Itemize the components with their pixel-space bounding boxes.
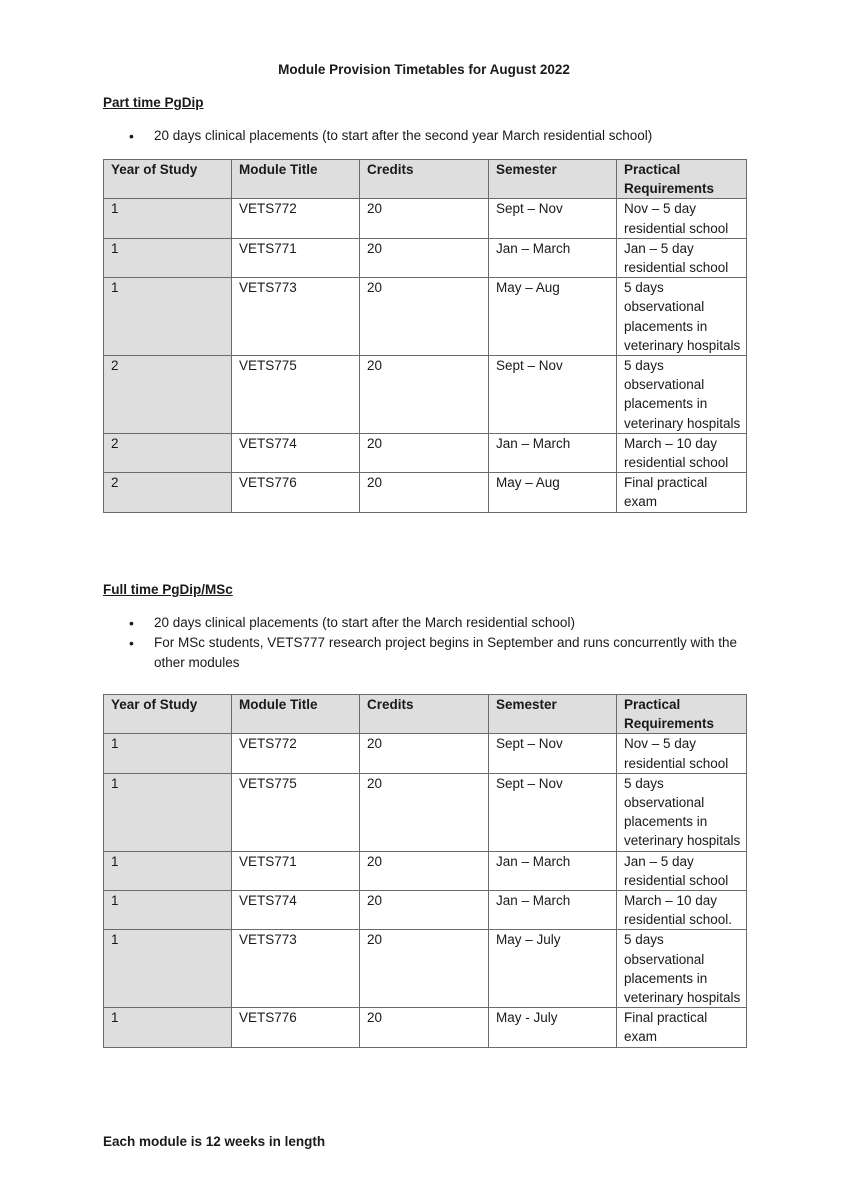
list-item: • 20 days clinical placements (to start after the second year March residential school) — [129, 128, 653, 144]
credits-cell: 20 — [360, 1008, 489, 1047]
bullet-icon: • — [129, 635, 134, 651]
module-cell: VETS771 — [232, 238, 360, 277]
column-header-practical: Practical Requirements — [617, 695, 747, 734]
column-header-module: Module Title — [232, 695, 360, 734]
credits-cell: 20 — [360, 199, 489, 238]
year-cell: 1 — [104, 1008, 232, 1047]
credits-cell: 20 — [360, 278, 489, 356]
full-time-timetable — [103, 694, 747, 1048]
year-cell: 1 — [104, 238, 232, 277]
list-item: • For MSc students, VETS777 research project begins in September and runs concurrently with the other modules — [129, 635, 738, 670]
part-time-heading: Part time PgDip — [103, 95, 204, 110]
table-row — [104, 930, 747, 1008]
table-row — [104, 1008, 747, 1047]
table-row — [104, 238, 747, 277]
practical-cell: Nov – 5 day residential school — [617, 199, 747, 238]
table-row — [104, 773, 747, 851]
credits-cell: 20 — [360, 734, 489, 773]
module-cell: VETS774 — [232, 433, 360, 472]
credits-cell: 20 — [360, 930, 489, 1008]
credits-cell: 20 — [360, 473, 489, 512]
semester-cell: May – Aug — [489, 278, 617, 356]
credits-cell: 20 — [360, 433, 489, 472]
semester-cell: Jan – March — [489, 851, 617, 890]
table-row — [104, 356, 747, 434]
year-cell: 1 — [104, 278, 232, 356]
credits-cell: 20 — [360, 773, 489, 851]
document-title: Module Provision Timetables for August 2022 — [278, 62, 570, 77]
year-cell: 1 — [104, 199, 232, 238]
footer-note: Each module is 12 weeks in length — [103, 1134, 326, 1149]
year-cell: 2 — [104, 473, 232, 512]
year-cell: 1 — [104, 930, 232, 1008]
column-header-module: Module Title — [232, 160, 360, 199]
semester-cell: Jan – March — [489, 891, 617, 930]
year-cell: 1 — [104, 734, 232, 773]
table-row — [104, 734, 747, 773]
bullet-icon: • — [129, 128, 134, 144]
column-header-semester: Semester — [489, 160, 617, 199]
practical-cell: March – 10 day residential school — [617, 433, 747, 472]
column-header-credits: Credits — [360, 160, 489, 199]
semester-cell: May – Aug — [489, 473, 617, 512]
practical-cell: Jan – 5 day residential school — [617, 851, 747, 890]
column-header-credits: Credits — [360, 695, 489, 734]
year-cell: 2 — [104, 356, 232, 434]
credits-cell: 20 — [360, 851, 489, 890]
practical-cell: Final practical exam — [617, 473, 747, 512]
table-row — [104, 278, 747, 356]
table-header-row — [104, 695, 747, 734]
year-cell: 2 — [104, 433, 232, 472]
column-header-year: Year of Study — [104, 160, 232, 199]
table-row — [104, 473, 747, 512]
part-time-bullet-list — [103, 126, 753, 146]
module-cell: VETS773 — [232, 278, 360, 356]
table-row — [104, 851, 747, 890]
module-cell: VETS773 — [232, 930, 360, 1008]
module-cell: VETS776 — [232, 1008, 360, 1047]
table-row — [104, 433, 747, 472]
credits-cell: 20 — [360, 238, 489, 277]
semester-cell: Jan – March — [489, 433, 617, 472]
credits-cell: 20 — [360, 891, 489, 930]
full-time-heading: Full time PgDip/MSc — [103, 582, 233, 597]
module-cell: VETS772 — [232, 734, 360, 773]
practical-cell: Nov – 5 day residential school — [617, 734, 747, 773]
year-cell: 1 — [104, 851, 232, 890]
module-cell: VETS776 — [232, 473, 360, 512]
semester-cell: Sept – Nov — [489, 734, 617, 773]
column-header-year: Year of Study — [104, 695, 232, 734]
module-cell: VETS772 — [232, 199, 360, 238]
module-cell: VETS774 — [232, 891, 360, 930]
full-time-bullet-list — [103, 613, 753, 673]
column-header-practical: Practical Requirements — [617, 160, 747, 199]
module-cell: VETS771 — [232, 851, 360, 890]
credits-cell: 20 — [360, 356, 489, 434]
table-row — [104, 199, 747, 238]
semester-cell: Jan – March — [489, 238, 617, 277]
part-time-timetable — [103, 159, 747, 513]
table-row — [104, 891, 747, 930]
practical-cell: 5 days observational placements in veterinary hospitals — [617, 773, 747, 851]
semester-cell: May - July — [489, 1008, 617, 1047]
practical-cell: 5 days observational placements in veterinary hospitals — [617, 278, 747, 356]
year-cell: 1 — [104, 891, 232, 930]
practical-cell: 5 days observational placements in veterinary hospitals — [617, 930, 747, 1008]
practical-cell: March – 10 day residential school. — [617, 891, 747, 930]
year-cell: 1 — [104, 773, 232, 851]
practical-cell: 5 days observational placements in veterinary hospitals — [617, 356, 747, 434]
semester-cell: Sept – Nov — [489, 773, 617, 851]
semester-cell: May – July — [489, 930, 617, 1008]
module-cell: VETS775 — [232, 773, 360, 851]
list-item: • 20 days clinical placements (to start after the March residential school) — [129, 615, 575, 631]
practical-cell: Jan – 5 day residential school — [617, 238, 747, 277]
semester-cell: Sept – Nov — [489, 199, 617, 238]
semester-cell: Sept – Nov — [489, 356, 617, 434]
module-cell: VETS775 — [232, 356, 360, 434]
bullet-icon: • — [129, 615, 134, 631]
practical-cell: Final practical exam — [617, 1008, 747, 1047]
table-header-row — [104, 160, 747, 199]
column-header-semester: Semester — [489, 695, 617, 734]
